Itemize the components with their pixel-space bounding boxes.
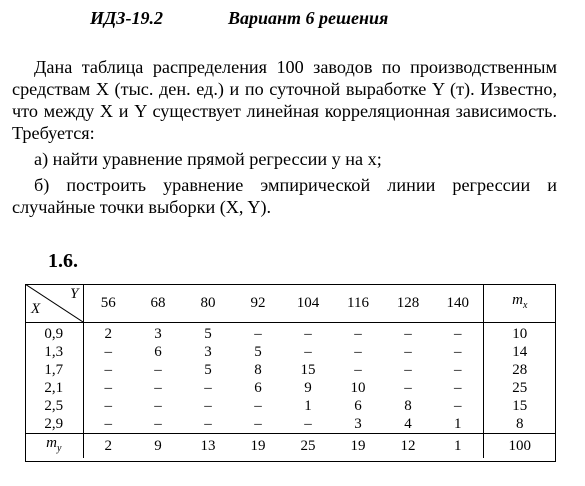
table-row <box>25 379 556 397</box>
table-cell: – <box>104 344 112 360</box>
my-subscript: y <box>56 443 62 454</box>
table-row <box>25 397 556 415</box>
table-cell: – <box>104 362 112 378</box>
distribution-table <box>25 284 556 462</box>
corner-y-label: Y <box>70 286 79 302</box>
column-header: 92 <box>233 284 283 323</box>
table-cell: – <box>104 416 112 432</box>
table-row <box>25 343 556 361</box>
table-cell: 6 <box>254 380 262 396</box>
table-cell: 9 <box>304 380 312 396</box>
task-b: б) построить уравнение эмпирической линии регрессии и случайные точки выборки (X, Y). <box>12 175 557 217</box>
row-mx-value: 8 <box>483 415 556 434</box>
table-cell: – <box>254 326 262 342</box>
column-header: 80 <box>183 284 233 323</box>
section-number: 1.6. <box>48 250 78 272</box>
table-row <box>25 323 556 344</box>
table-cell: – <box>204 380 212 396</box>
table-cell: 3 <box>354 416 362 432</box>
table-cell: 3 <box>204 344 212 360</box>
table-cell: – <box>304 326 312 342</box>
table-cell: – <box>254 416 262 432</box>
task-a: а) найти уравнение прямой регрессии y на x; <box>34 149 382 169</box>
mx-header <box>483 284 556 323</box>
my-value: 2 <box>83 434 133 459</box>
column-header: 128 <box>383 284 433 323</box>
table-cell: – <box>304 344 312 360</box>
table-cell: – <box>154 380 162 396</box>
table-cell: – <box>154 398 162 414</box>
my-value: 9 <box>133 434 183 459</box>
column-header: 104 <box>283 284 333 323</box>
my-label: m <box>46 435 57 451</box>
my-value: 1 <box>433 434 483 459</box>
row-mx-value: 28 <box>483 361 556 379</box>
table-cell: 2 <box>104 326 112 342</box>
row-x-value: 2,5 <box>25 397 83 415</box>
table-cell: – <box>354 344 362 360</box>
table-cell: 5 <box>204 362 212 378</box>
row-mx-value: 15 <box>483 397 556 415</box>
row-x-value: 0,9 <box>25 323 83 344</box>
doc-code: ИДЗ-19.2 <box>90 8 163 28</box>
table-row <box>25 361 556 379</box>
row-x-value: 2,1 <box>25 379 83 397</box>
column-header: 68 <box>133 284 183 323</box>
table-cell: – <box>454 326 462 342</box>
row-mx-value: 25 <box>483 379 556 397</box>
my-value: 12 <box>383 434 433 459</box>
my-value: 13 <box>183 434 233 459</box>
total-value: 100 <box>483 434 556 459</box>
table-cell: 6 <box>354 398 362 414</box>
table-row <box>25 415 556 434</box>
table-cell: – <box>154 362 162 378</box>
corner-x-label: X <box>31 301 41 317</box>
table-cell: – <box>354 362 362 378</box>
column-header: 56 <box>83 284 133 323</box>
table-cell: – <box>404 380 412 396</box>
table-cell: – <box>304 416 312 432</box>
mx-subscript: x <box>522 300 528 311</box>
table-cell: – <box>454 398 462 414</box>
table-cell: – <box>354 326 362 342</box>
table-cell: – <box>154 416 162 432</box>
row-mx-value: 14 <box>483 343 556 361</box>
table-cell: 5 <box>204 326 212 342</box>
table-cell: 10 <box>350 380 366 396</box>
column-header: 140 <box>433 284 483 323</box>
table-cell: – <box>104 380 112 396</box>
table-cell: 4 <box>404 416 412 432</box>
my-value: 19 <box>233 434 283 459</box>
variant-title: Вариант 6 решения <box>228 8 389 28</box>
my-label-cell <box>25 434 83 459</box>
table-cell: – <box>404 362 412 378</box>
table-cell: – <box>104 398 112 414</box>
table-cell: – <box>404 326 412 342</box>
row-x-value: 2,9 <box>25 415 83 434</box>
table-cell: – <box>204 416 212 432</box>
column-header: 116 <box>333 284 383 323</box>
row-x-value: 1,7 <box>25 361 83 379</box>
table-cell: 5 <box>254 344 262 360</box>
table-cell: 8 <box>254 362 262 378</box>
table-cell: 8 <box>404 398 412 414</box>
table-cell: 15 <box>300 362 316 378</box>
table-cell: – <box>254 398 262 414</box>
table-cell: – <box>204 398 212 414</box>
mx-label: m <box>512 292 523 308</box>
corner-cell <box>25 284 83 323</box>
my-row <box>25 434 556 459</box>
table-cell: 3 <box>154 326 162 342</box>
header-row <box>25 284 556 323</box>
row-mx-value: 10 <box>483 323 556 344</box>
table-cell: 1 <box>304 398 312 414</box>
page-header <box>90 8 389 29</box>
problem-statement <box>12 56 557 222</box>
table-cell: – <box>454 362 462 378</box>
table-cell: – <box>454 380 462 396</box>
table-cell: – <box>454 344 462 360</box>
correlation-table <box>25 284 556 458</box>
problem-paragraph: Дана таблица распределения 100 заводов по производственным средствам X (тыс. ден. ед.) и по суточной выработке Y (т). Известно, что между X и Y существует линейная корреляционная зависимость. Требуется: <box>12 57 557 143</box>
my-value: 25 <box>283 434 333 459</box>
table-cell: – <box>404 344 412 360</box>
table-cell: 1 <box>454 416 462 432</box>
row-x-value: 1,3 <box>25 343 83 361</box>
table-cell: 6 <box>154 344 162 360</box>
my-value: 19 <box>333 434 383 459</box>
